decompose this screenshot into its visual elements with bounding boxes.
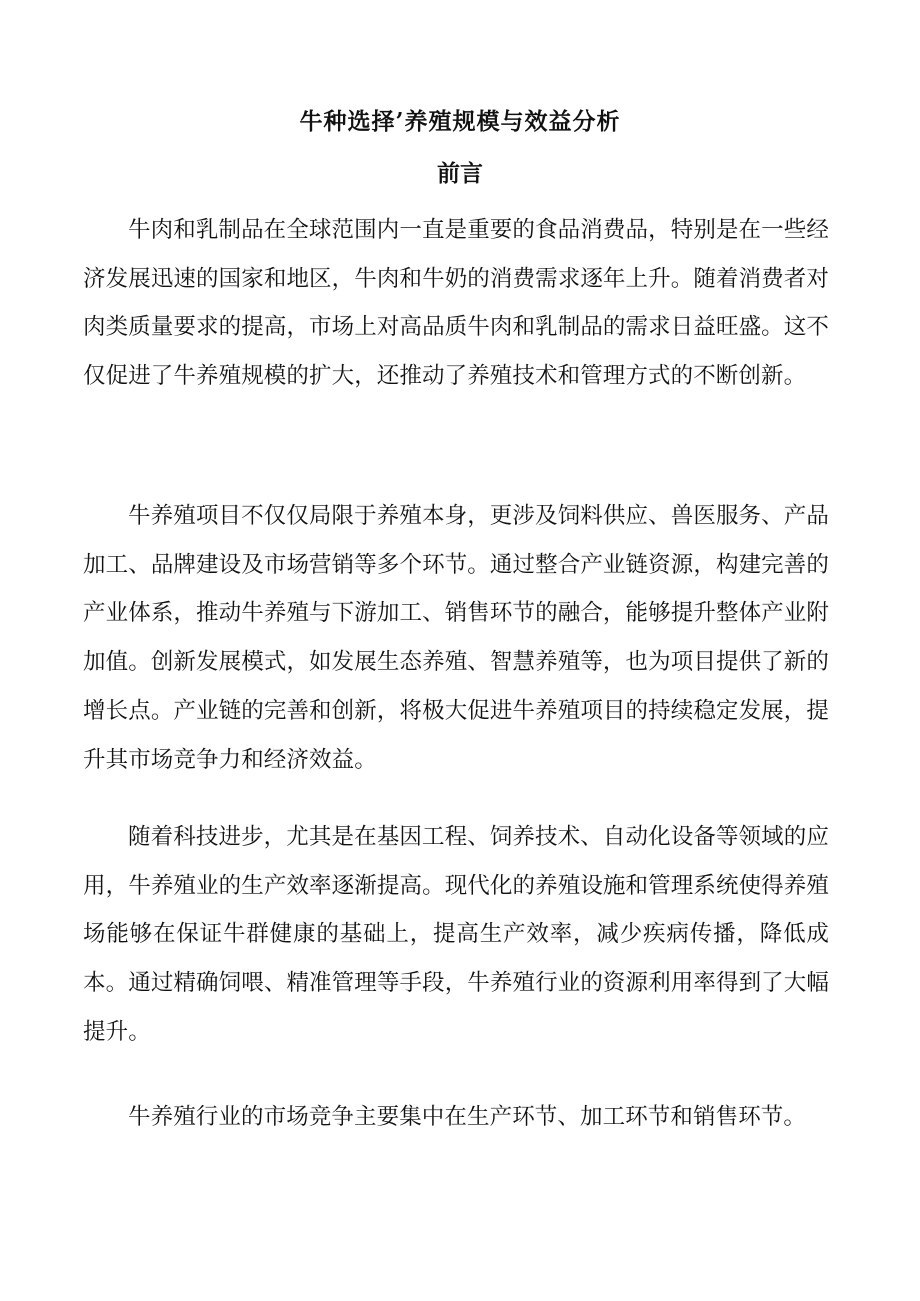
paragraph: 随着科技进步，尤其是在基因工程、饲养技术、自动化设备等领域的应用，牛养殖业的生产效率逐渐提高。现代化的养殖设施和管理系统使得养殖场能够在保证牛群健康的基础上，提高生产效率，减少疾病传播，降低成本。通过精确饲喂、精准管理等手段，牛养殖行业的资源利用率得到了大幅提升。 — [83, 824, 829, 1045]
paragraph: 牛肉和乳制品在全球范围内一直是重要的食品消费品，特别是在一些经济发展迅速的国家和地区，牛肉和牛奶的消费需求逐年上升。随着消费者对肉类质量要求的提高，市场上对高品质牛肉和乳制品的需求日益旺盛。这不仅促进了牛养殖规模的扩大，还推动了养殖技术和管理方式的不断创新。 — [83, 217, 829, 390]
paragraph: 牛养殖行业的市场竞争主要集中在生产环节、加工环节和销售环节。 — [128, 1104, 807, 1130]
section-heading-preface: 前言 — [437, 160, 483, 187]
document-title: 牛种选择’养殖规模与效益分析 — [299, 108, 621, 135]
paragraph: 牛养殖项目不仅仅局限于养殖本身，更涉及饲料供应、兽医服务、产品加工、品牌建设及市场营销等多个环节。通过整合产业链资源，构建完善的产业体系，推动牛养殖与下游加工、销售环节的融合，能够提升整体产业附加值。创新发展模式，如发展生态养殖、智慧养殖等，也为项目提供了新的增长点。产业链的完善和创新，将极大促进牛养殖项目的持续稳定发展，提升其市场竞争力和经济效益。 — [83, 503, 829, 773]
